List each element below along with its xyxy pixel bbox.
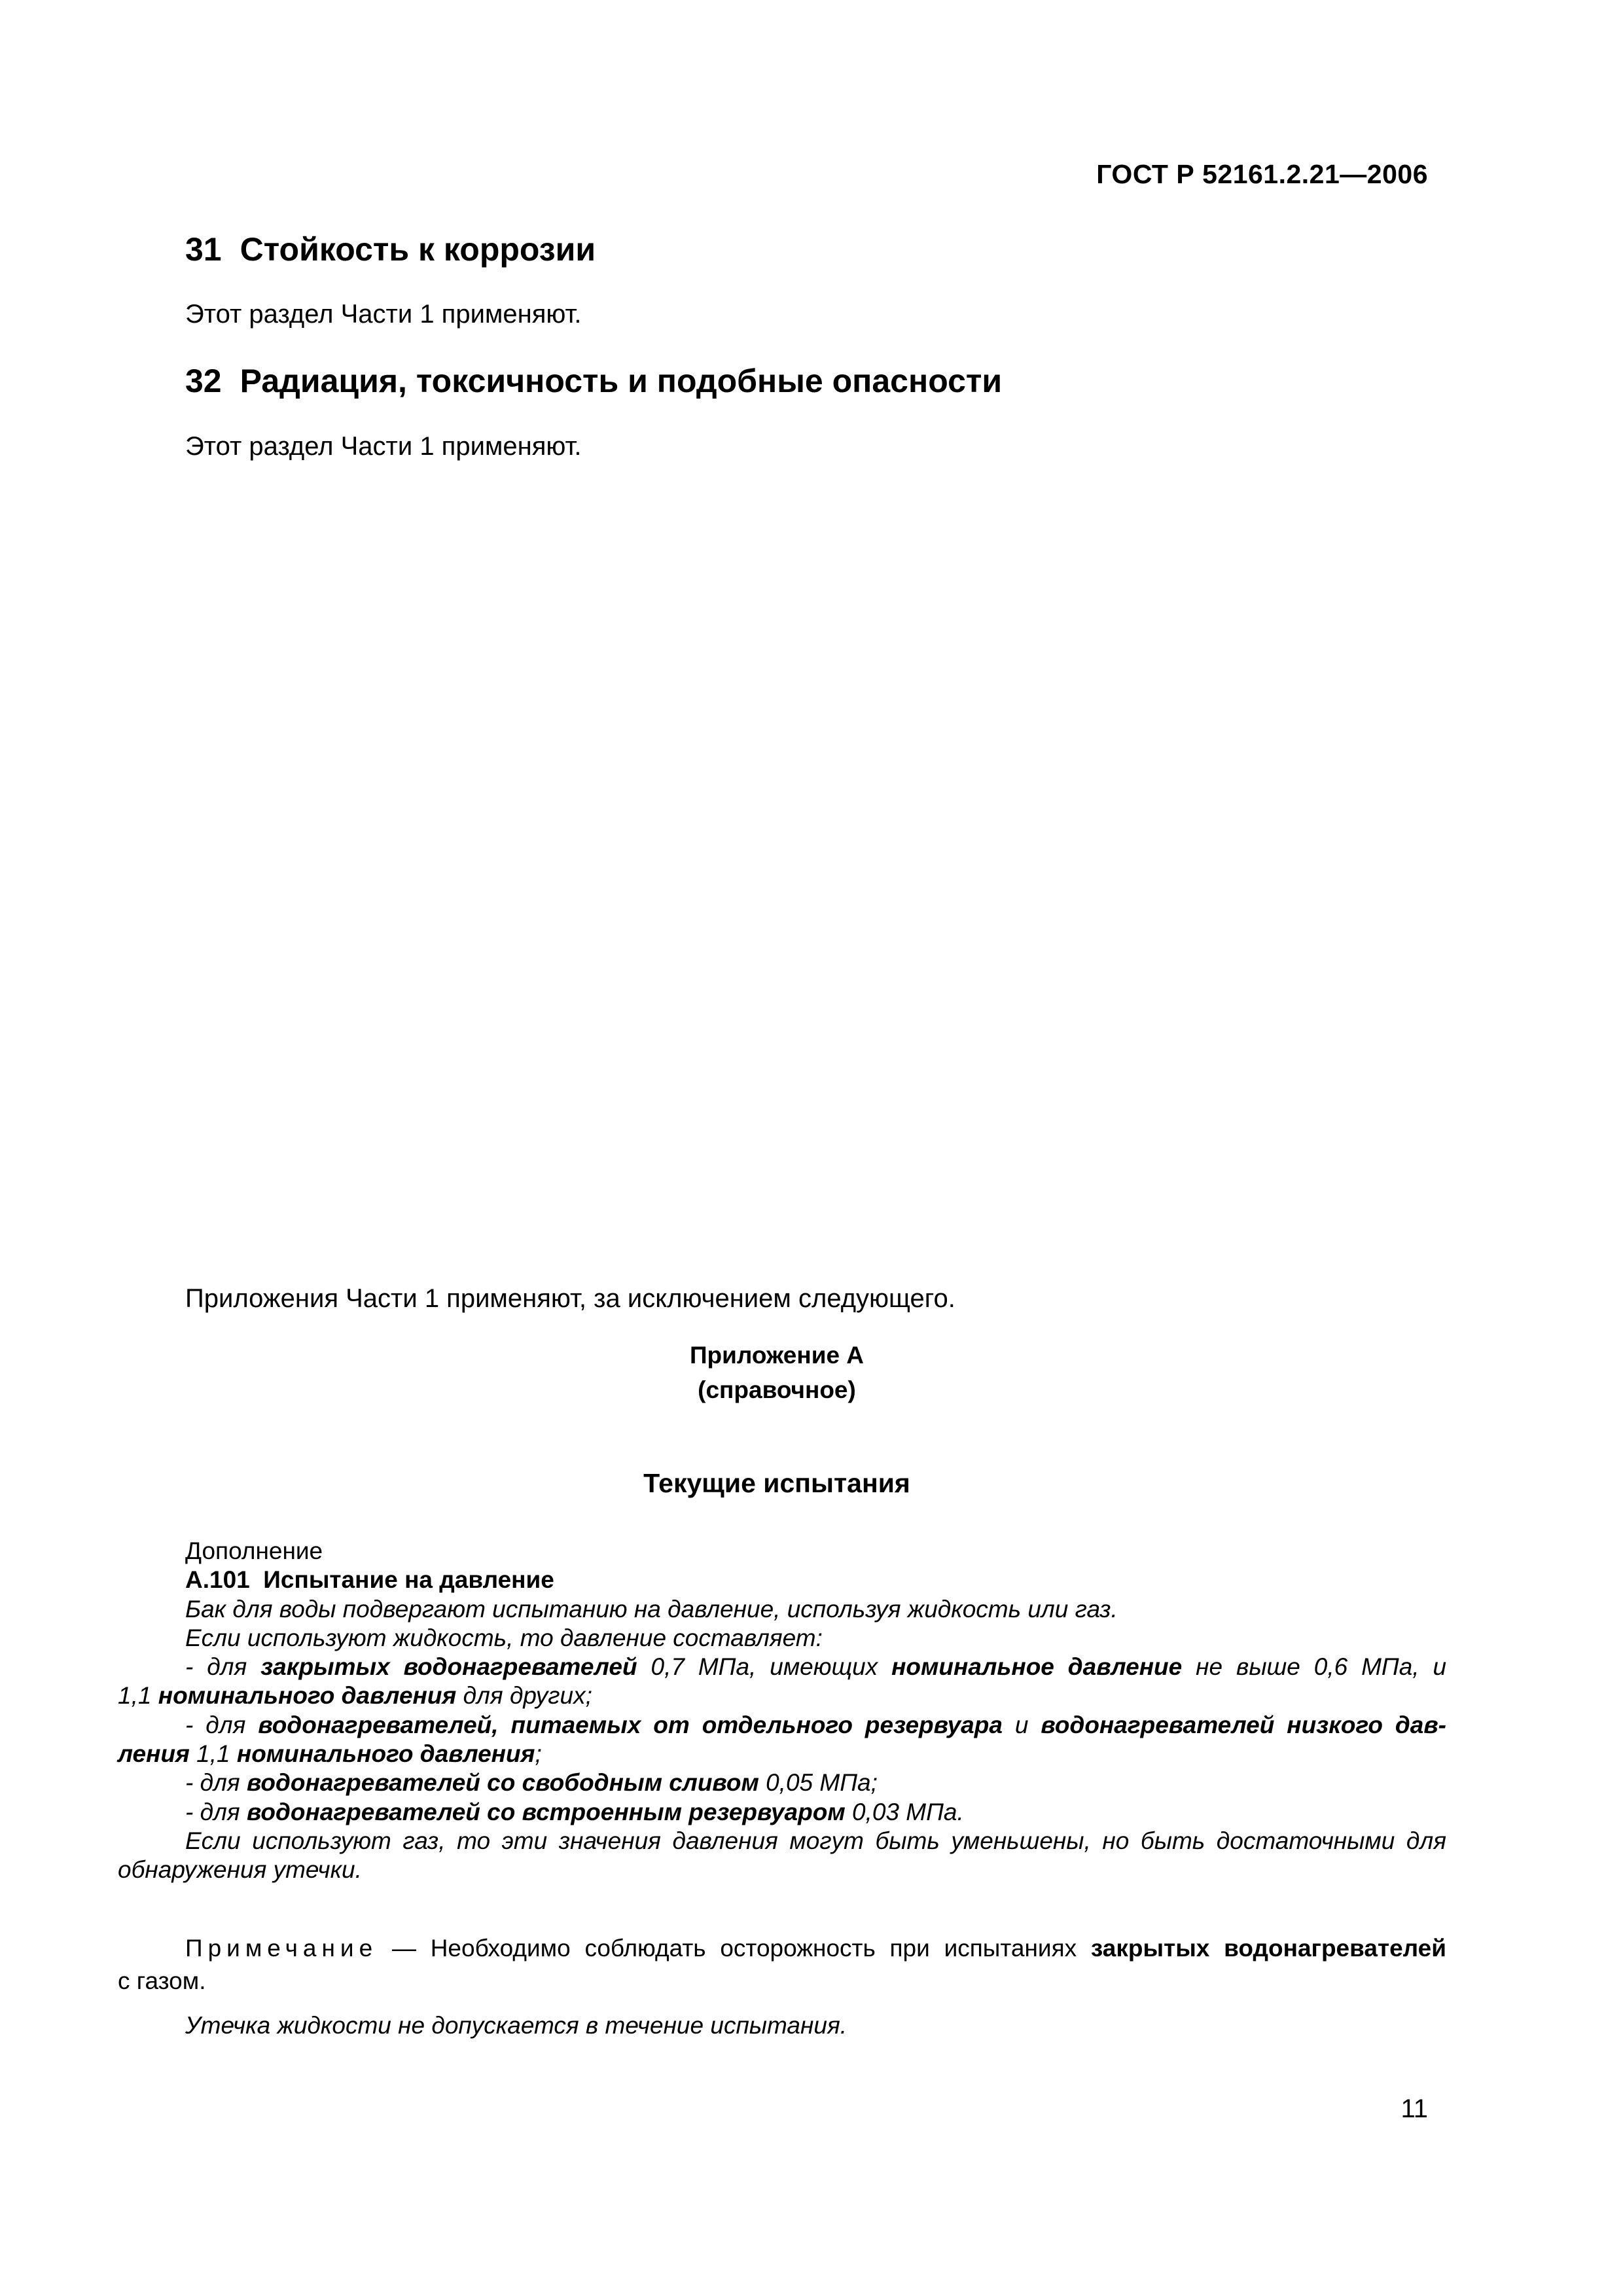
section-31-text: Этот раздел Части 1 применяют. (185, 300, 582, 329)
section-32-text: Этот раздел Части 1 применяют. (185, 432, 582, 461)
note-line-2: с газом. (118, 1967, 206, 1994)
list-item-1-line-2: 1,1 номинального давления для других; (118, 1682, 592, 1710)
section-31-heading (185, 230, 596, 268)
note-block (118, 1932, 1446, 1998)
conclusion-text: Утечка жидкости не допускается в течение испытания. (185, 2012, 847, 2039)
note-label: Примечание (185, 1935, 378, 1962)
list-item-4: - для водонагревателей со встроенным резервуаром 0,03 МПа. (185, 1798, 964, 1825)
annex-status: (справочное) (698, 1376, 856, 1403)
document-code-header: ГОСТ Р 52161.2.21—2006 (1096, 159, 1428, 189)
clause-paragraph-3-line-1: Если используют газ, то эти значения давления могут быть уменьшены, но быть достаточными для (185, 1827, 1446, 1854)
clause-paragraph-1: Бак для воды подвергают испытанию на давление, используя жидкость или газ. (185, 1595, 1118, 1623)
clause-paragraph-3-line-2: обнаружения утечки. (118, 1856, 362, 1884)
section-number: 31 (185, 231, 222, 268)
list-item-2-line-1: - для водонагревателей, питаемых от отдельного резервуара и водонагревателей низкого дав- (185, 1711, 1446, 1738)
section-number: 32 (185, 363, 222, 399)
list-item-1-line-1: - для закрытых водонагревателей 0,7 МПа, имеющих номинальное давление не выше 0,6 МПа, и (185, 1653, 1447, 1681)
clause-title: Испытание на давление (263, 1566, 554, 1594)
clause-a101-block (118, 1537, 1446, 1885)
clause-paragraph-2: Если используют жидкость, то давление составляет: (185, 1624, 823, 1651)
section-32-heading (185, 362, 1002, 400)
list-item-3: - для водонагревателей со свободным сливом 0,05 МПа; (185, 1769, 878, 1797)
annex-title: Приложение А (689, 1342, 865, 1369)
section-title: Стойкость к коррозии (240, 231, 596, 268)
page-number: 11 (1400, 2094, 1428, 2123)
list-item-2-line-2: ления 1,1 номинального давления; (118, 1740, 542, 1768)
note-line-1: Примечание — Необходимо соблюдать осторожность при испытаниях закрытых водонагревателей (185, 1935, 1447, 1962)
annex-intro-text: Приложения Части 1 применяют, за исключением следующего. (185, 1284, 955, 1313)
clause-heading (118, 1566, 1446, 1594)
section-title: Радиация, токсичность и подобные опасности (240, 363, 1003, 399)
clause-number: А.101 (185, 1566, 250, 1594)
addition-label: Дополнение (185, 1537, 323, 1564)
annex-heading: Текущие испытания (643, 1468, 910, 1498)
